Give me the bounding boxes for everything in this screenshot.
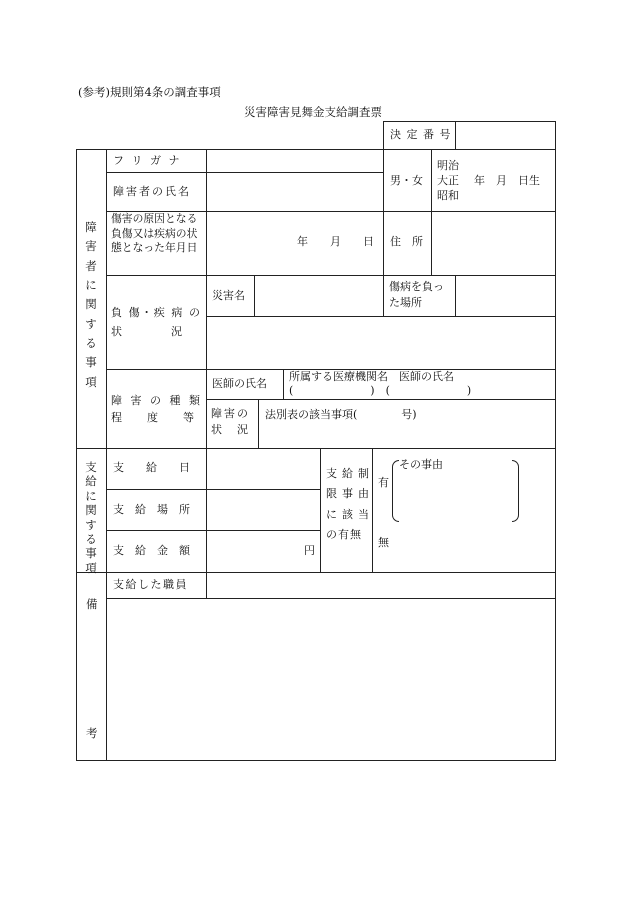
birth-era-taisho: 大正 (437, 174, 459, 187)
form-title: 災害障害見舞金支給調査票 (244, 105, 382, 119)
person-section-label: 障害者に関する事項 (85, 220, 97, 389)
birth-era-showa: 昭和 (437, 189, 459, 202)
doctor-affiliation-label: 所属する医療機関名 医師の氏名 (289, 370, 454, 383)
address-label: 住 所 (390, 235, 423, 248)
doctor-affiliation-field[interactable]: ( ) ( ) (289, 384, 472, 397)
furigana-label: フ リ ガ ナ (113, 154, 182, 167)
remarks-label-top: 備 (86, 597, 98, 611)
payment-date-field[interactable] (210, 451, 316, 486)
injury-place-field[interactable] (459, 278, 552, 313)
reason-bracket-right (512, 460, 519, 522)
disaster-name-field[interactable] (258, 278, 380, 313)
payment-amount-unit: 円 (304, 544, 315, 557)
birth-date-units: 年 月 日生 (474, 174, 540, 187)
payment-amount-label: 支 給 金 額 (113, 544, 190, 557)
disability-status-text: 法別表の該当事項( 号) (265, 408, 417, 421)
payment-section-label: 支給に関する事項 (85, 460, 97, 575)
reason-field[interactable] (400, 474, 508, 518)
disaster-name-label: 災害名 (212, 289, 245, 302)
doctor-name-label: 医師の氏名 (212, 377, 267, 390)
injury-status-label: 負 傷・疾 病 の 状 況 (111, 306, 201, 338)
payment-amount-field[interactable] (210, 533, 302, 569)
staff-label: 支給した職員 (113, 578, 188, 591)
payment-place-label: 支 給 場 所 (113, 503, 190, 516)
restriction-label: 支給制限事由に該当の有無 (326, 467, 370, 542)
reference-note: (参考)規則第4条の調査事項 (78, 85, 221, 99)
payment-date-label: 支 給 日 (113, 461, 190, 474)
sex-field[interactable]: 男・女 (390, 174, 423, 187)
cause-date-units: 年 月 日 (297, 235, 374, 248)
cause-date-label: 傷害の原因となる負傷又は疾病の状態となった年月日 (111, 212, 198, 255)
remarks-label-bottom: 考 (86, 726, 98, 740)
decision-number-label: 決 定 番 号 (390, 128, 452, 141)
name-label: 障害者の氏名 (113, 185, 191, 198)
disability-type-label: 障 害 の 種 類 程 度 等 (111, 394, 201, 424)
injury-place-label: 傷病を負った場所 (389, 280, 444, 309)
restriction-none[interactable]: 無 (378, 536, 389, 549)
restriction-has[interactable]: 有 (378, 476, 389, 489)
reason-label: その事由 (399, 458, 443, 471)
disability-status-label: 障害の状 況 (211, 407, 250, 436)
birth-era-meiji: 明治 (437, 159, 459, 172)
address-field[interactable] (436, 214, 552, 272)
furigana-field[interactable] (210, 151, 380, 170)
name-field[interactable] (210, 175, 380, 209)
reason-bracket-left (392, 460, 399, 522)
injury-detail-field[interactable] (210, 320, 552, 366)
decision-number-field[interactable] (460, 128, 550, 144)
staff-field[interactable] (210, 575, 552, 595)
remarks-field[interactable] (110, 602, 552, 756)
payment-place-field[interactable] (210, 492, 316, 527)
